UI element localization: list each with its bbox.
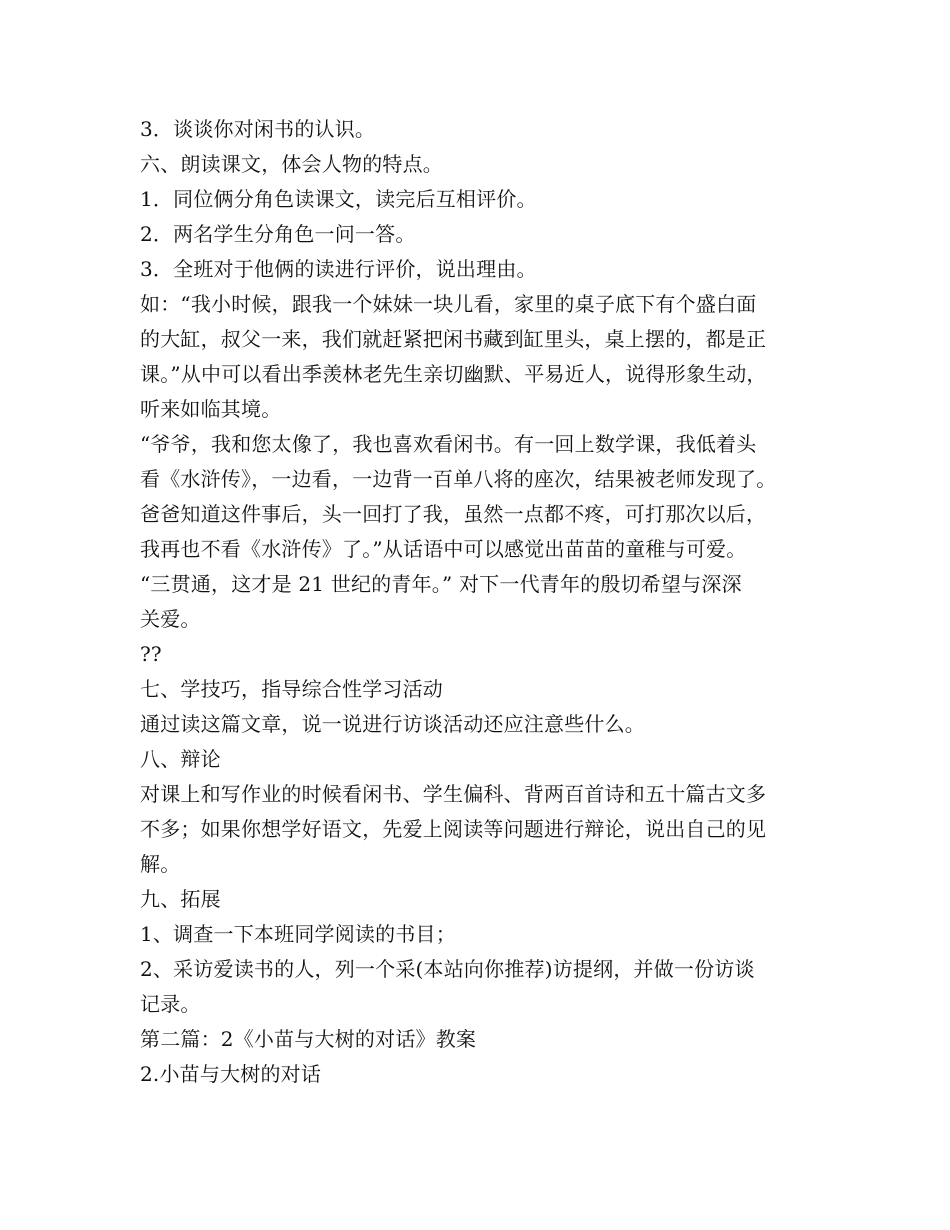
- document-body: [140, 112, 830, 1092]
- text-line: 爸爸知道这件事后，头一回打了我，虽然一点都不疼，可打那次以后，: [140, 502, 767, 526]
- text-line: 1．同位俩分角色读课文，读完后互相评价。: [140, 187, 537, 211]
- text-line: ??: [140, 642, 162, 666]
- text-line: “三贯通，这才是 21 世纪的青年。” 对下一代青年的殷切希望与深深: [140, 572, 742, 596]
- text-line: 对课上和写作业的时候看闲书、学生偏科、背两百首诗和五十篇古文多: [140, 782, 767, 806]
- text-line: 记录。: [140, 992, 201, 1016]
- text-line: 听来如临其境。: [140, 397, 282, 421]
- text-line: 3．谈谈你对闲书的认识。: [140, 117, 376, 141]
- text-line: 如：“我小时候，跟我一个妹妹一块儿看，家里的桌子底下有个盛白面: [140, 292, 757, 316]
- section-heading: 第二篇：2《小苗与大树的对话》教案: [140, 1027, 477, 1051]
- text-line: 解。: [140, 852, 181, 876]
- text-line: 我再也不看《水浒传》了。”从话语中可以感觉出苗苗的童稚与可爱。: [140, 537, 747, 561]
- text-line: 的大缸，叔父一来，我们就赶紧把闲书藏到缸里头，桌上摆的，都是正: [140, 327, 767, 351]
- text-line: “爷爷，我和您太像了，我也喜欢看闲书。有一回上数学课，我低着头: [140, 432, 757, 456]
- text-line: 通过读这篇文章，说一说进行访谈活动还应注意些什么。: [140, 712, 645, 736]
- section-heading: 九、拓展: [140, 887, 221, 911]
- text-line: 课。”从中可以看出季羡林老先生亲切幽默、平易近人，说得形象生动，: [140, 362, 767, 386]
- text-line: 关爱。: [140, 607, 201, 631]
- text-line: 3．全班对于他俩的读进行评价，说出理由。: [140, 257, 537, 281]
- text-line: 看《水浒传》，一边看，一边背一百单八将的座次，结果被老师发现了。: [140, 467, 777, 491]
- text-line: 2.小苗与大树的对话: [140, 1062, 322, 1086]
- text-line: 不多；如果你想学好语文，先爱上阅读等问题进行辩论，说出自己的见: [140, 817, 767, 841]
- section-heading: 七、学技巧，指导综合性学习活动: [140, 677, 443, 701]
- text-line: 2、采访爱读书的人，列一个采(本站向你推荐)访提纲，并做一份访谈: [140, 957, 755, 981]
- section-heading: 八、辩论: [140, 747, 221, 771]
- text-line: 1、调查一下本班同学阅读的书目；: [140, 922, 456, 946]
- text-line: 2．两名学生分角色一问一答。: [140, 222, 416, 246]
- section-heading: 六、朗读课文，体会人物的特点。: [140, 152, 443, 176]
